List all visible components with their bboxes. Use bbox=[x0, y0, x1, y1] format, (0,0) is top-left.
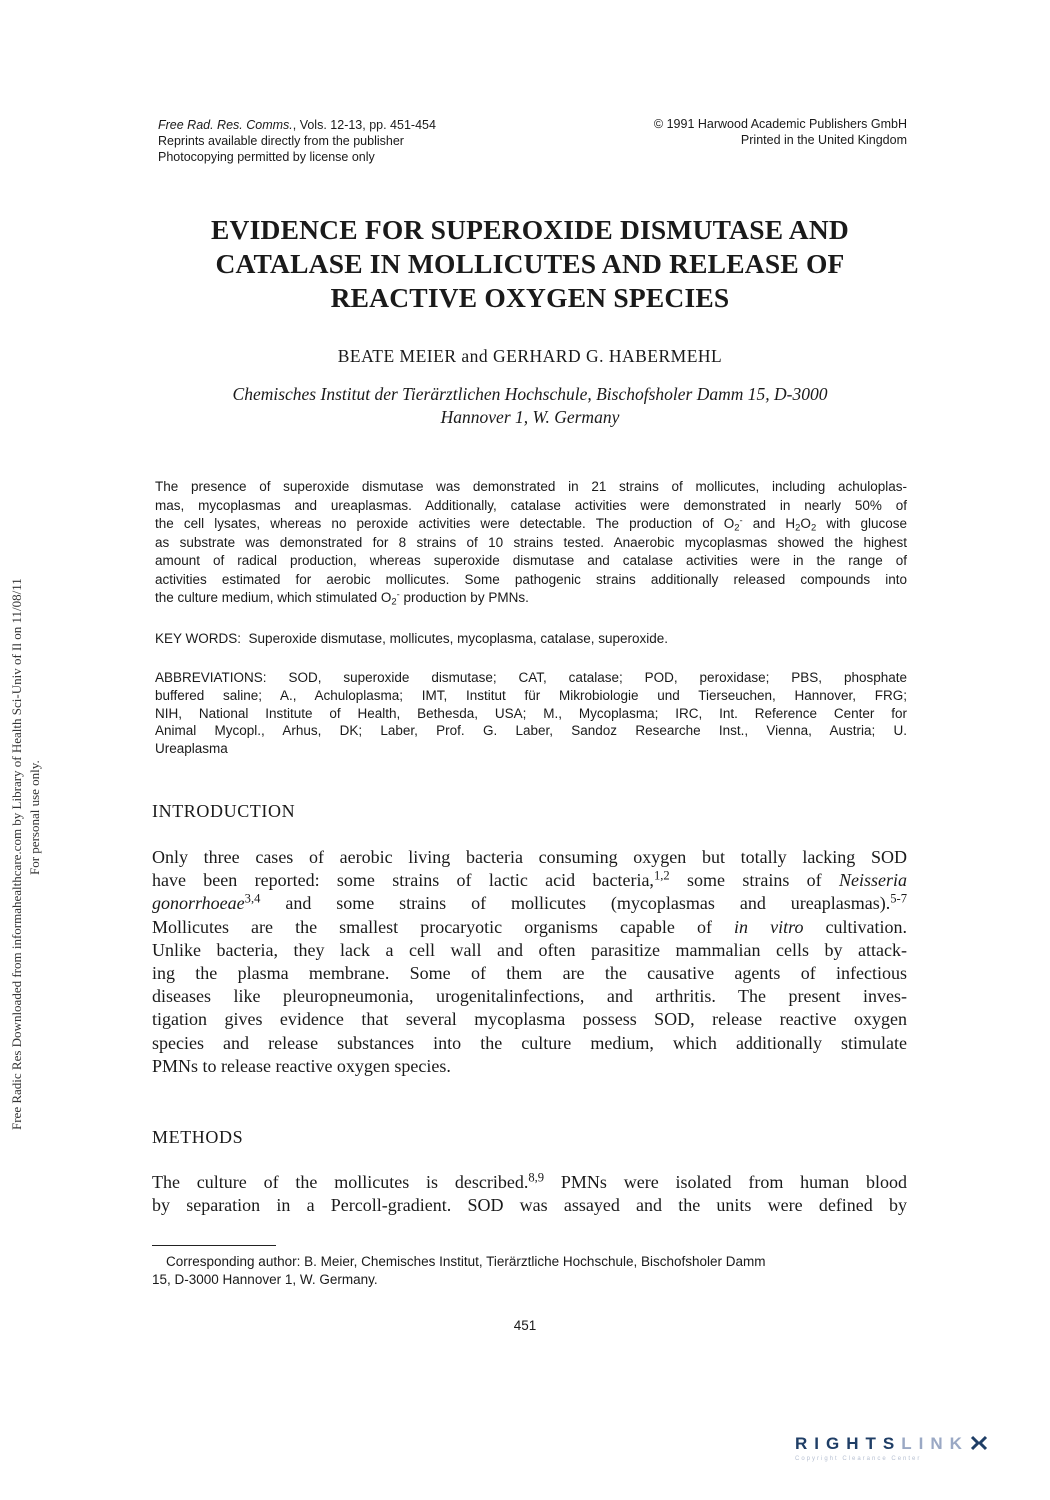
keywords-text: Superoxide dismutase, mollicutes, mycoplasma, catalase, superoxide. bbox=[248, 631, 668, 646]
introduction-heading: INTRODUCTION bbox=[152, 801, 296, 821]
footnote-line: Corresponding author: B. Meier, Chemisches Institut, Tierärztliche Hochschule, Bischofsholer Damm bbox=[166, 1254, 766, 1269]
methods-line: by separation in a Percoll-gradient. SOD was assayed and the units were defined by bbox=[152, 1195, 907, 1216]
abstract-line: mas, mycoplasmas and ureaplasmas. Additionally, catalase activities were demonstrated in nearly 50% of bbox=[155, 497, 907, 513]
footnote-rule bbox=[152, 1245, 276, 1246]
affiliation-line-1: Chemisches Institut der Tierärztlichen Hochschule, Bischofsholer Damm 15, D-3000 bbox=[232, 384, 828, 404]
photocopying-note: Photocopying permitted by license only bbox=[158, 150, 375, 164]
footnote bbox=[152, 1253, 907, 1289]
intro-line: diseases like pleuropneumonia, urogenitalinfections, and arthritis. The present inves- bbox=[152, 986, 907, 1007]
title-line-1: EVIDENCE FOR SUPEROXIDE DISMUTASE AND bbox=[211, 214, 849, 245]
intro-line: ing the plasma membrane. Some of them are the causative agents of infectious bbox=[152, 963, 907, 984]
intro-line: PMNs to release reactive oxygen species. bbox=[152, 1055, 451, 1076]
logo-subtitle: Copyright Clearance Center bbox=[795, 1456, 922, 1462]
intro-line: Unlike bacteria, they lack a cell wall and often parasitize mammalian cells by attack- bbox=[152, 939, 907, 960]
logo-chevron-icon bbox=[969, 1435, 989, 1451]
abstract-line: The presence of superoxide dismutase was demonstrated in 21 strains of mollicutes, including achuloplas- bbox=[155, 479, 907, 494]
journal-citation bbox=[158, 117, 538, 165]
introduction-body bbox=[152, 846, 907, 1078]
intro-line: have been reported: some strains of lactic acid bacteria,$^{1,2}$ some strains of Neisseria bbox=[152, 868, 907, 891]
printed-line: Printed in the United Kingdom bbox=[740, 133, 907, 147]
footnote-line: 15, D-3000 Hannover 1, W. Germany. bbox=[152, 1272, 378, 1287]
abbrev-line: Ureaplasma bbox=[155, 741, 228, 757]
methods-heading: METHODS bbox=[152, 1127, 244, 1147]
abbrev-line: NIH, National Institute of Health, Bethesda, USA; M., Mycoplasma; IRC, Int. Reference Center for bbox=[155, 705, 907, 721]
keywords bbox=[155, 630, 907, 648]
abstract bbox=[155, 478, 907, 608]
watermark-line: Free Radic Res Downloaded from informahealthcare.com by Library of Health Sci-Univ of Il on 11/08/11 bbox=[9, 578, 24, 1130]
logo-link-text: LINK bbox=[901, 1434, 969, 1453]
keywords-label: KEY WORDS: bbox=[155, 631, 242, 646]
title-line-2: CATALASE IN MOLLICUTES AND RELEASE OF bbox=[215, 248, 845, 279]
affiliation bbox=[150, 383, 910, 429]
journal-name: Free Rad. Res. Comms. bbox=[158, 118, 293, 132]
abstract-line: the culture medium, which stimulated $O_2^-$ production by PMNs. bbox=[155, 589, 529, 608]
abstract-line: as substrate was demonstrated for 8 strains of 10 strains tested. Anaerobic mycoplasmas showed the highest bbox=[155, 534, 907, 550]
methods-line: The culture of the mollicutes is described.$^{8,9}$ PMNs were isolated from human blood bbox=[152, 1170, 907, 1192]
intro-line: Mollicutes are the smallest procaryotic organisms capable of in vitro cultivation. bbox=[152, 916, 908, 937]
intro-line: gonorrhoeae$^{3,4}$ and some strains of mollicutes (mycoplasmas and ureaplasmas).$^{5-7}$ bbox=[152, 892, 907, 914]
publisher-info bbox=[560, 116, 907, 148]
abstract-line: amount of radical production, whereas superoxide dismutase and catalase activities were in the range of bbox=[155, 553, 907, 568]
reprints-note: Reprints available directly from the publisher bbox=[158, 134, 404, 148]
abbrev-line: buffered saline; A., Achuloplasma; IMT, Institut für Mikrobiologie und Tierseuchen, Hannover, FRG; bbox=[155, 687, 907, 703]
logo-rights-text: RIGHTS bbox=[795, 1434, 902, 1453]
copyright-line: © 1991 Harwood Academic Publishers GmbH bbox=[653, 117, 907, 131]
paper-title bbox=[150, 213, 910, 315]
intro-line: Only three cases of aerobic living bacteria consuming oxygen but totally lacking SOD bbox=[152, 847, 907, 867]
intro-line: tigation gives evidence that several mycoplasma possess SOD, release reactive oxygen bbox=[152, 1009, 907, 1030]
page-number: 451 bbox=[513, 1318, 537, 1333]
abstract-line: activities estimated for aerobic mollicutes. Some pathogenic strains additionally released compounds into bbox=[155, 571, 907, 587]
intro-line: species and release substances into the culture medium, which additionally stimulate bbox=[152, 1032, 907, 1053]
title-line-3: REACTIVE OXYGEN SPECIES bbox=[330, 282, 730, 313]
abbrev-line: Animal Mycopl., Arhus, DK; Laber, Prof. G. Laber, Sandoz Researche Inst., Vienna, Austria; U. bbox=[155, 723, 907, 739]
rightslink-logo bbox=[795, 1434, 1035, 1470]
methods-body bbox=[152, 1171, 907, 1217]
watermark-line: For personal use only. bbox=[27, 760, 42, 875]
abbreviations bbox=[155, 669, 907, 758]
abbrev-line: ABBREVIATIONS: SOD, superoxide dismutase; CAT, catalase; POD, peroxidase; PBS, phosphate bbox=[155, 670, 907, 685]
journal-volume: , Vols. 12-13, pp. 451-454 bbox=[292, 118, 436, 132]
abstract-line: the cell lysates, whereas no peroxide activities were detectable. The production of $O_2^-$ and $H_2O_2$ with glucose bbox=[155, 515, 908, 534]
authors: BEATE MEIER and GERHARD G. HABERMEHL bbox=[337, 346, 723, 366]
affiliation-line-2: Hannover 1, W. Germany bbox=[440, 407, 620, 427]
